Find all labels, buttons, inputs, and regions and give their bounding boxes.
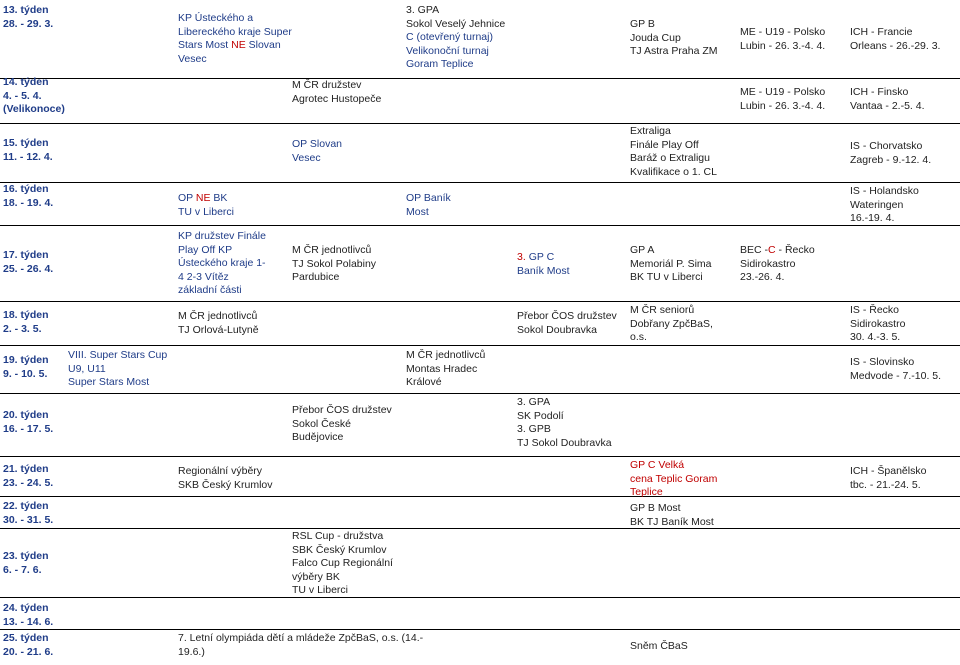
week-label: 23. - 24. 5. — [3, 476, 54, 489]
event-line: Přebor ČOS družstev — [292, 404, 392, 416]
event-cell — [630, 502, 714, 529]
week-label: 18. týden — [3, 309, 49, 321]
event-line: M ČR družstev — [292, 79, 362, 91]
event-line: 3. GPA — [406, 4, 440, 16]
event-line: M ČR jednotlivců — [178, 310, 258, 322]
row-separator — [0, 629, 960, 630]
event-cell — [630, 244, 712, 285]
event-line — [178, 271, 266, 285]
event-cell — [850, 26, 940, 53]
event-line — [406, 192, 451, 206]
event-line: ME - U19 - Polsko — [740, 86, 826, 98]
event-text: Ústeckého kraje 1- — [178, 257, 266, 269]
week-cell — [3, 632, 53, 659]
event-cell — [178, 230, 266, 298]
week-label: 28. - 29. 3. — [3, 17, 54, 30]
event-line: GP B Most — [630, 502, 681, 514]
event-line: TJ Orlová-Lutyně — [178, 323, 259, 336]
event-text: NE — [231, 39, 246, 51]
event-line — [178, 244, 266, 258]
event-cell — [740, 244, 815, 285]
event-line: Sněm ČBaS — [630, 640, 688, 652]
week-label: 22. týden — [3, 500, 49, 512]
event-line: Vesec — [292, 151, 321, 164]
week-label: 16. - 17. 5. — [3, 422, 54, 435]
event-line: 3. GPA — [517, 396, 551, 408]
event-cell — [178, 465, 273, 492]
event-line: Sidirokastro — [850, 317, 906, 330]
row-separator — [0, 528, 960, 529]
event-line: o.s. — [630, 331, 647, 343]
event-line: Sidirokastro — [740, 257, 796, 270]
event-line: VIII. Super Stars Cup — [68, 349, 168, 361]
week-label: 21. týden — [3, 463, 49, 475]
week-label: 23. týden — [3, 550, 49, 562]
event-text: 4 2-3 Vítěz — [178, 270, 229, 283]
week-label: 24. týden — [3, 602, 49, 614]
event-line: Lubin - 26. 3.-4. 4. — [740, 39, 826, 52]
event-text: Stars Most — [178, 39, 232, 51]
row-separator — [0, 393, 960, 394]
event-cell — [292, 79, 381, 106]
event-text: GP C — [528, 251, 555, 263]
event-text: C — [768, 244, 776, 256]
event-line — [178, 230, 266, 244]
event-line: Pardubice — [292, 271, 340, 283]
event-line: Goram Teplice — [406, 58, 474, 70]
event-line: tbc. - 21.-24. 5. — [850, 478, 921, 491]
week-label: 20. - 21. 6. — [3, 645, 54, 658]
event-line: Orleans - 26.-29. 3. — [850, 39, 941, 52]
event-cell — [630, 18, 718, 59]
event-line: cena Teplic Goram — [630, 472, 718, 485]
event-line: Kvalifikace o 1. CL — [630, 165, 717, 178]
event-line: Finále Play Off — [630, 138, 699, 151]
event-text: Montas Hradec — [406, 362, 478, 375]
event-cell — [850, 304, 905, 345]
event-line: Agrotec Hustopeče — [292, 92, 382, 105]
event-cell — [850, 185, 919, 226]
week-cell — [3, 76, 65, 117]
event-cell — [850, 86, 925, 113]
event-cell — [178, 310, 259, 337]
week-cell — [3, 4, 53, 31]
event-line: Sokol Veselý Jehnice — [406, 17, 506, 30]
event-line: Medvode - 7.-10. 5. — [850, 369, 942, 382]
week-label: 14. týden — [3, 76, 49, 88]
event-line: Teplice — [630, 486, 663, 498]
event-cell — [517, 251, 570, 278]
week-label: 13. - 14. 6. — [3, 615, 54, 628]
week-label: 20. týden — [3, 409, 49, 421]
event-cell — [517, 310, 617, 337]
event-line: základní části — [178, 284, 242, 296]
event-line: 16.-19. 4. — [850, 212, 895, 224]
event-line: Vesec — [178, 52, 207, 65]
event-line: Baník Most — [517, 264, 570, 277]
event-cell — [630, 459, 717, 500]
event-text: Baník — [420, 192, 451, 204]
event-line: 30. 4.-3. 5. — [850, 331, 901, 343]
event-cell — [850, 356, 941, 383]
event-line — [178, 192, 234, 206]
row-separator — [0, 225, 960, 226]
event-line: SKB Český Krumlov — [178, 478, 273, 491]
week-label: (Velikonoce) — [3, 103, 65, 115]
week-cell — [3, 463, 53, 490]
event-cell — [406, 349, 485, 390]
week-cell — [3, 500, 53, 527]
event-cell — [406, 192, 451, 219]
week-label: 11. - 12. 4. — [3, 150, 53, 163]
event-line: ICH - Francie — [850, 26, 913, 38]
event-text: Slovan — [306, 138, 343, 150]
event-line: IS - Holandsko — [850, 185, 919, 197]
event-line: RSL Cup - družstva — [292, 530, 384, 542]
event-line: BK TU v Liberci — [630, 271, 703, 283]
event-cell — [292, 138, 342, 165]
event-line: ICH - Španělsko — [850, 465, 927, 477]
event-line: C (otevřený turnaj) — [406, 31, 493, 43]
week-label: 19. týden — [3, 354, 49, 366]
event-line: KP Ústeckého a — [178, 12, 254, 24]
event-line: Králové — [406, 376, 442, 388]
event-cell — [178, 192, 234, 219]
event-text: - Řecko — [775, 244, 815, 256]
event-line: Velikonoční turnaj — [406, 44, 489, 57]
week-label: 2. - 3. 5. — [3, 322, 42, 335]
event-line: Baráž o Extraligu — [630, 152, 710, 164]
row-separator — [0, 182, 960, 183]
event-text: KP družstev — [178, 230, 235, 242]
event-line: Sokol Doubravka — [517, 323, 597, 336]
event-text: Sokol České — [292, 417, 351, 430]
week-label: 6. - 7. 6. — [3, 563, 42, 576]
week-label: 16. týden — [3, 183, 49, 195]
event-text: Finále — [234, 230, 266, 242]
event-text: GP C — [630, 459, 656, 471]
event-line — [517, 251, 570, 265]
event-line: Zagreb - 9.-12. 4. — [850, 153, 932, 166]
week-cell — [3, 602, 53, 629]
event-line: GP A — [630, 244, 655, 256]
week-label: 25. týden — [3, 632, 49, 644]
week-cell — [3, 137, 53, 164]
week-label: 30. - 31. 5. — [3, 513, 54, 526]
event-text: Falco Cup Regionální — [292, 557, 393, 569]
event-line: M ČR jednotlivců — [406, 349, 486, 361]
event-line: TJ Astra Praha ZM — [630, 45, 718, 57]
event-line: TU v Liberci — [178, 205, 235, 218]
event-text: OP — [178, 192, 196, 204]
row-separator — [0, 597, 960, 598]
event-line: GP B — [630, 18, 655, 30]
event-line: TJ Sokol Polabiny — [292, 257, 377, 270]
event-line: U9, U11 — [68, 362, 106, 375]
event-cell — [630, 125, 717, 179]
row-separator — [0, 496, 960, 497]
event-cell — [292, 244, 376, 285]
event-line: 3. GPB — [517, 423, 551, 435]
event-text: OP — [406, 192, 421, 204]
event-line: Jouda Cup — [630, 31, 681, 44]
week-cell — [3, 354, 49, 381]
event-line: Regionální výběry — [178, 465, 263, 477]
event-line: 23.-26. 4. — [740, 271, 785, 283]
event-line — [178, 257, 266, 271]
event-line: Most — [406, 205, 429, 218]
event-line: Super Stars Most — [68, 376, 150, 388]
event-cell — [68, 349, 167, 390]
week-cell — [3, 183, 53, 210]
week-label: 25. - 26. 4. — [3, 262, 54, 275]
week-cell — [3, 309, 49, 336]
event-line: 19.6.) — [178, 645, 205, 658]
event-line: Budějovice — [292, 431, 344, 443]
row-separator — [0, 301, 960, 302]
event-line — [292, 571, 393, 585]
event-line: Přebor ČOS družstev — [517, 310, 617, 322]
event-text: výběry BK — [292, 570, 340, 583]
event-line — [178, 39, 292, 53]
event-line — [292, 418, 392, 432]
event-cell — [292, 404, 392, 445]
event-text: NE — [195, 192, 211, 204]
week-label: 13. týden — [3, 4, 49, 16]
event-line: Memoriál P. Sima — [630, 257, 712, 270]
event-cell — [517, 396, 612, 450]
event-line — [630, 318, 713, 332]
event-line: IS - Chorvatsko — [850, 140, 923, 152]
event-line: M ČR seniorů — [630, 304, 695, 316]
row-separator — [0, 456, 960, 457]
week-label: 18. - 19. 4. — [3, 196, 54, 209]
event-line: 7. Letní olympiáda dětí a mládeže ZpčBaS, o.s. (14.- — [178, 632, 424, 644]
week-label: 9. - 10. 5. — [3, 367, 48, 380]
event-line — [292, 138, 342, 152]
event-cell — [850, 465, 926, 492]
event-line: IS - Slovinsko — [850, 356, 915, 368]
event-line: SK Podolí — [517, 409, 564, 422]
event-cell — [178, 632, 423, 659]
event-line — [406, 363, 485, 377]
event-line: TJ Sokol Doubravka — [517, 436, 612, 449]
event-cell — [850, 140, 931, 167]
event-cell — [630, 640, 688, 654]
event-line: Wateringen — [850, 198, 904, 211]
row-separator — [0, 123, 960, 124]
event-line: BK TJ Baník Most — [630, 515, 714, 528]
event-cell — [740, 26, 825, 53]
event-text: Slovan — [245, 39, 281, 51]
event-line: M ČR jednotlivců — [292, 244, 372, 256]
week-cell — [3, 249, 53, 276]
event-line: Vantaa - 2.-5. 4. — [850, 99, 925, 112]
week-label: 15. týden — [3, 137, 49, 149]
event-line: TU v Liberci — [292, 584, 349, 596]
event-line: IS - Řecko — [850, 304, 900, 316]
event-cell — [406, 4, 505, 72]
event-line: Extraliga — [630, 125, 671, 137]
row-separator — [0, 78, 960, 79]
event-line: Libereckého kraje Super — [178, 25, 292, 38]
event-text: OP — [292, 138, 307, 150]
event-line: SBK Český Krumlov — [292, 543, 387, 556]
week-label: 4. - 5. 4. — [3, 89, 42, 102]
event-text: Play Off KP — [178, 243, 233, 256]
event-line — [740, 244, 815, 258]
event-cell — [178, 12, 292, 66]
week-cell — [3, 409, 53, 436]
event-line: ME - U19 - Polsko — [740, 26, 826, 38]
event-line: Lubin - 26. 3.-4. 4. — [740, 99, 826, 112]
event-cell — [292, 530, 393, 598]
event-cell — [740, 86, 825, 113]
event-line — [630, 459, 717, 473]
event-text: 3. — [517, 251, 529, 263]
event-text: Velká — [655, 459, 685, 471]
event-text: BK — [210, 192, 228, 204]
event-line — [292, 557, 393, 571]
week-label: 17. týden — [3, 249, 49, 261]
row-separator — [0, 345, 960, 346]
event-line: ICH - Finsko — [850, 86, 909, 98]
week-cell — [3, 550, 49, 577]
event-text: BEC - — [740, 244, 769, 256]
event-cell — [630, 304, 713, 345]
event-text: Dobřany ZpčBaS, — [630, 317, 713, 330]
